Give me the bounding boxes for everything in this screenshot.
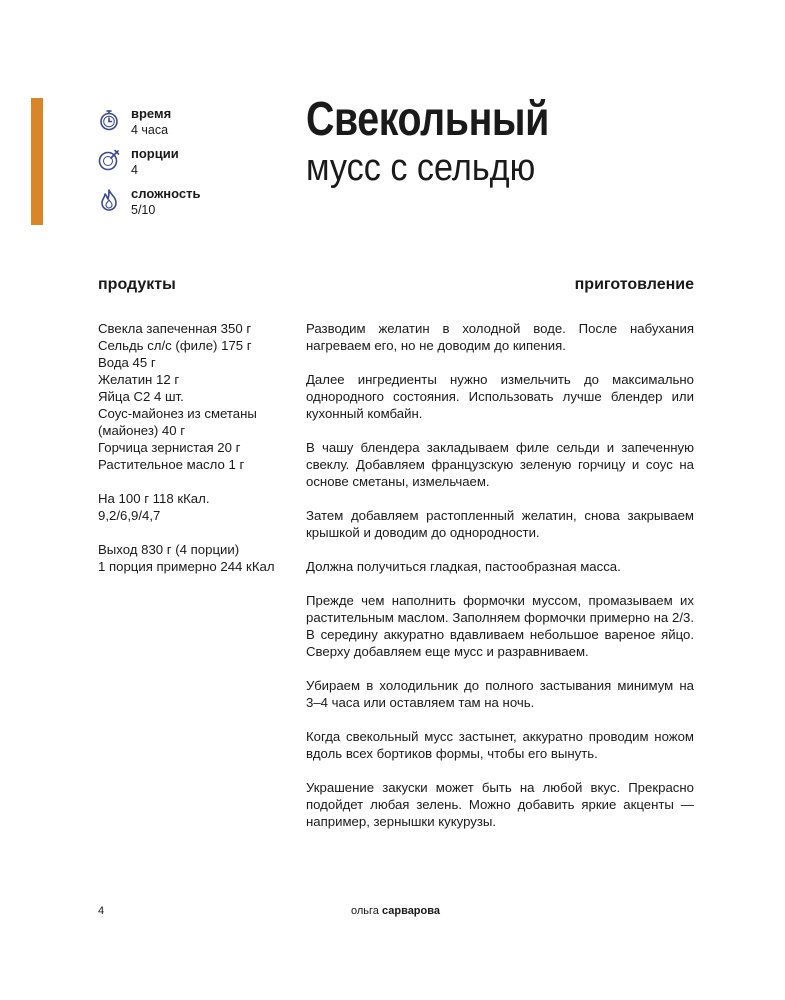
meta-difficulty — [97, 186, 267, 226]
products-list — [98, 320, 298, 575]
product-line: (майонез) 40 г — [98, 423, 186, 438]
product-line: Свекла запеченная 350 г — [98, 321, 252, 336]
step-paragraph: Прежде чем наполнить формочки муссом, промазываем их растительным маслом. Заполняем формочки примерно на 2/3. В середину аккуратно вдавливаем небольшое вареное яйцо. Сверху добавляем еще мусс и разравниваем. — [306, 593, 694, 659]
step-paragraph: Когда свекольный мусс застынет, аккуратно проводим ножом вдоль всех бортиков формы, чтобы его вынуть. — [306, 729, 694, 761]
product-line: Растительное масло 1 г — [98, 457, 245, 472]
step-paragraph: Убираем в холодильник до полного застывания минимум на 3–4 часа или оставляем там на ночь. — [306, 678, 694, 710]
title-sub: мусс с сельдю — [306, 147, 536, 189]
stopwatch-icon — [97, 108, 121, 132]
yield-line: Выход 830 г (4 порции) — [98, 542, 240, 557]
product-line: Соус-майонез из сметаны — [98, 406, 257, 421]
meta-difficulty-label: сложность — [131, 186, 201, 201]
author-first-name: ольга — [351, 905, 379, 917]
product-line: Вода 45 г — [98, 355, 156, 370]
meta-time-value: 4 часа — [131, 123, 169, 137]
product-line: Сельдь сл/с (филе) 175 г — [98, 338, 252, 353]
recipe-title — [306, 92, 746, 188]
yield-line: 1 порция примерно 244 кКал — [98, 559, 275, 574]
meta-time-label: время — [131, 106, 172, 121]
product-line: Яйца С2 4 шт. — [98, 389, 184, 404]
author-last-name: сарварова — [381, 905, 440, 917]
preparation-steps — [306, 320, 694, 847]
product-line: Горчица зернистая 20 г — [98, 440, 241, 455]
nutrition-line: 9,2/6,9/4,7 — [98, 508, 161, 523]
step-paragraph: Должна получиться гладкая, пастообразная масса. — [306, 559, 621, 574]
recipe-meta — [97, 106, 267, 226]
accent-bar — [31, 98, 43, 225]
meta-difficulty-value: 5/10 — [131, 203, 156, 217]
plate-icon — [97, 148, 121, 172]
spacer — [98, 473, 298, 490]
step-paragraph: Украшение закуски может быть на любой вкус. Прекрасно подойдет любая зелень. Можно добавить яркие акценты — например, зернышки кукурузы. — [306, 780, 694, 829]
page-number: 4 — [98, 905, 105, 917]
spacer — [98, 524, 298, 541]
flame-icon — [97, 188, 121, 212]
meta-servings-label: порции — [131, 146, 179, 161]
nutrition-line: На 100 г 118 кКал. — [98, 491, 210, 506]
meta-servings-value: 4 — [131, 163, 138, 177]
meta-servings — [97, 146, 267, 186]
products-heading: продукты — [98, 276, 176, 293]
step-paragraph: Разводим желатин в холодной воде. После набухания нагреваем его, но не доводим до кипения. — [306, 321, 694, 353]
author-name — [351, 905, 440, 917]
meta-time — [97, 106, 267, 146]
step-paragraph: Затем добавляем растопленный желатин, снова закрываем крышкой и доводим до однородности. — [306, 508, 694, 540]
title-main: Свекольный — [306, 93, 549, 146]
step-paragraph: В чашу блендера закладываем филе сельди и запеченную свеклу. Добавляем французскую зеленую горчицу и соус на основе сметаны, измельчаем. — [306, 440, 694, 489]
step-paragraph: Далее ингредиенты нужно измельчить до максимально однородного состояния. Использовать лучше блендер или кухонный комбайн. — [306, 372, 694, 421]
preparation-heading: приготовление — [574, 276, 694, 293]
product-line: Желатин 12 г — [98, 372, 180, 387]
